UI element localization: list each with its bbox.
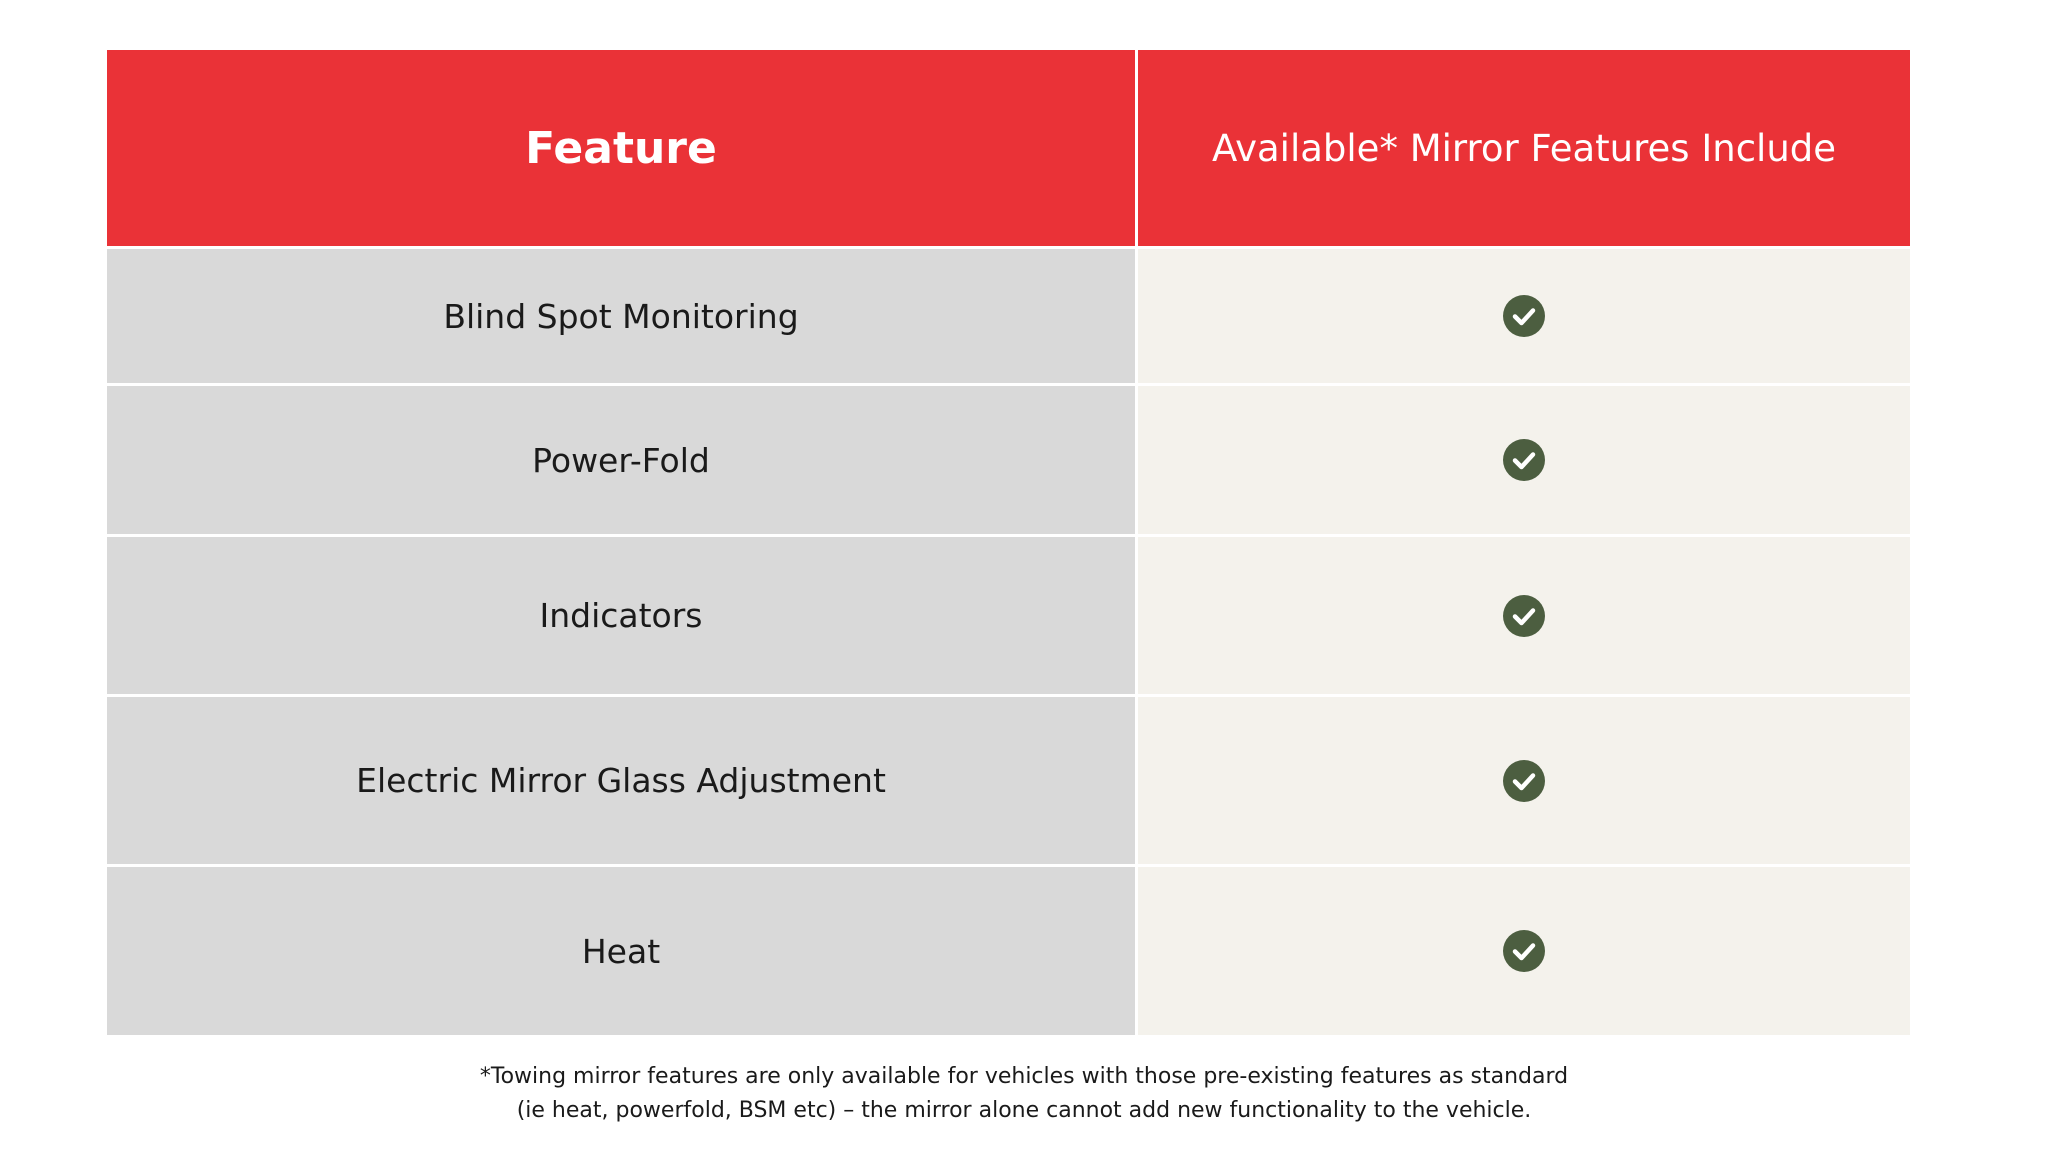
check-circle-icon (1503, 930, 1545, 972)
feature-label: Indicators (107, 537, 1135, 694)
header-feature: Feature (107, 50, 1135, 246)
footnote-line: (ie heat, powerfold, BSM etc) – the mirror alone cannot add new functionality to the vehicle. (516, 1098, 1532, 1123)
availability-cell (1138, 697, 1910, 864)
check-circle-icon (1503, 760, 1545, 802)
check-circle-icon (1503, 439, 1545, 481)
footnote (0, 1060, 2048, 1128)
availability-cell (1138, 537, 1910, 694)
availability-cell (1138, 386, 1910, 534)
availability-cell (1138, 867, 1910, 1035)
header-available-features: Available* Mirror Features Include (1138, 50, 1910, 246)
check-circle-icon (1503, 295, 1545, 337)
feature-label: Power-Fold (107, 386, 1135, 534)
feature-label: Blind Spot Monitoring (107, 249, 1135, 383)
availability-cell (1138, 249, 1910, 383)
feature-label: Heat (107, 867, 1135, 1035)
feature-table (107, 50, 1908, 1035)
footnote-line: *Towing mirror features are only available for vehicles with those pre-existing features as standard (479, 1064, 1569, 1089)
check-circle-icon (1503, 595, 1545, 637)
feature-label: Electric Mirror Glass Adjustment (107, 697, 1135, 864)
